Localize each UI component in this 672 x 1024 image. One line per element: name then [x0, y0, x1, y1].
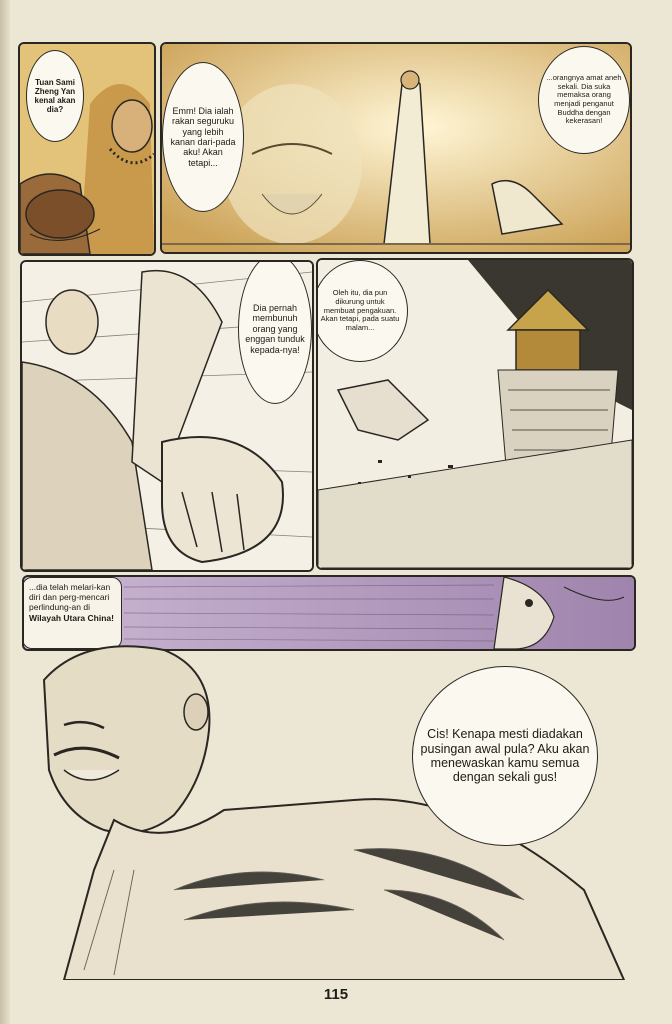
page-number: 115: [323, 986, 349, 1003]
speech-text: Tuan Sami Zheng Yan kenal akan dia?: [34, 77, 76, 115]
caption-box-p5: [22, 577, 122, 649]
book-spine-shadow: [0, 0, 10, 1024]
speech-bubble-p4: [316, 260, 408, 362]
speech-text: Dia pernah membunuh orang yang enggan tunduk kepada-nya!: [245, 303, 305, 355]
panel-3: [20, 260, 314, 572]
caption-highlight: Wilayah Utara China!: [29, 612, 114, 623]
speech-bubble-p1: [26, 50, 84, 142]
speech-bubble-p3: [238, 260, 312, 404]
speech-bubble-p2-right: [538, 46, 630, 154]
panel-2: [160, 42, 632, 254]
speech-text: Cis! Kenapa mesti diadakan pusingan awal pula? Aku akan menewaskan kamu semua dengan sekali gus!: [420, 727, 590, 785]
panel-4: [316, 258, 634, 570]
speech-text: ...orangnya amat aneh sekali. Dia suka memaksa orang menjadi penganut Buddha dengan kekerasan!: [546, 73, 622, 126]
caption-text: ...dia telah melari-kan diri dan perg-mencari perlindung-an di: [29, 582, 111, 613]
speech-bubble-p6: [412, 666, 598, 846]
speech-text: Emm! Dia ialah rakan seguruku yang lebih kanan dari-pada aku! Akan tetapi...: [170, 105, 236, 168]
panel-1: [18, 42, 156, 256]
panel-6: [24, 640, 644, 980]
speech-bubble-p2-left: [162, 62, 244, 212]
speech-text: Oleh itu, dia pun dikurung untuk membuat pengakuan. Akan tetapi, pada suatu malam...: [320, 288, 400, 332]
